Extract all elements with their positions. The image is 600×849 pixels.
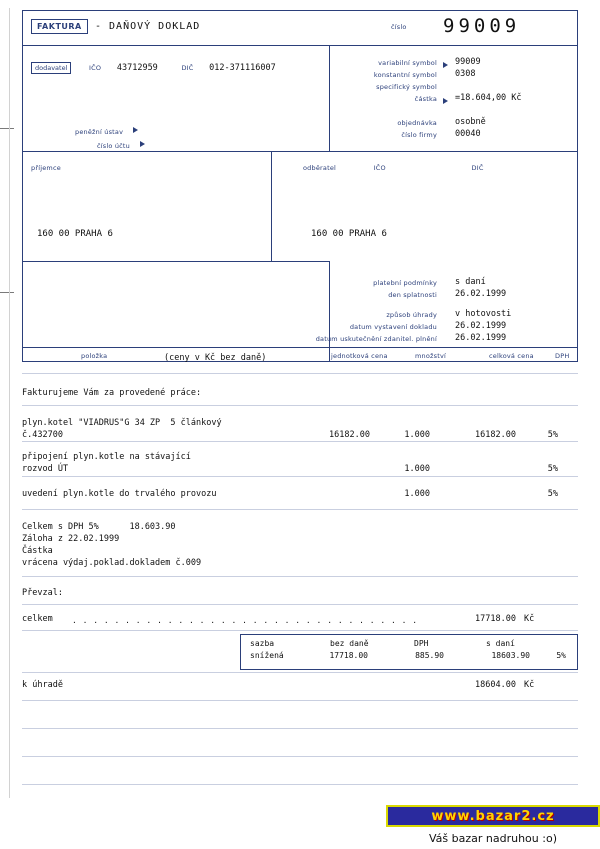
received-label: Převzal: — [22, 588, 63, 598]
customer-label: odběratel — [303, 164, 337, 172]
item-2-quantity: 1.000 — [404, 464, 430, 474]
summary-line-4: vrácena výdaj.poklad.dokladem č.009 — [22, 558, 202, 568]
vat-row-rate-name: snížená — [250, 651, 284, 660]
paper-rule-2 — [22, 405, 578, 406]
amount-arrow-icon — [443, 98, 448, 104]
item-3-quantity: 1.000 — [404, 489, 430, 499]
receiver-address: 160 00 PRAHA 6 — [37, 229, 113, 239]
summary-line-3: Částka — [22, 546, 53, 556]
paper-rule-8 — [22, 630, 578, 631]
vat-row-with-tax: 18603.90 — [491, 651, 530, 660]
price-note: (ceny v Kč bez daně) — [164, 353, 267, 363]
constant-symbol-value: 0308 — [455, 69, 476, 79]
account-arrow-icon — [140, 141, 145, 147]
invoice-form-block — [22, 10, 578, 362]
item-2-vat: 5% — [547, 464, 558, 474]
vat-row-base: 17718.00 — [329, 651, 368, 660]
table-header-top-divider — [23, 347, 577, 348]
payment-method-value: v hotovosti — [455, 309, 512, 319]
vat-header-bez-dane: bez daně — [330, 639, 369, 648]
vat-row-rate: 5% — [556, 651, 566, 660]
final-currency: Kč — [524, 680, 535, 690]
taxable-date-value: 26.02.1999 — [455, 333, 507, 343]
supplier-dic-value: 012-371116007 — [209, 63, 276, 73]
due-date-label: den splatnosti — [388, 291, 437, 299]
account-label: číslo účtu — [97, 142, 130, 150]
item-1-quantity: 1.000 — [404, 430, 430, 440]
header-divider — [23, 45, 577, 46]
summary-line-1: Celkem s DPH 5% 18.603.90 — [22, 522, 176, 532]
bank-arrow-icon — [133, 127, 138, 133]
issue-date-value: 26.02.1999 — [455, 321, 507, 331]
issue-date-label: datum vystavení dokladu — [349, 323, 437, 331]
item-1-desc1: plyn.kotel "VIADRUS"G 34 ZP 5 článkový — [22, 418, 222, 428]
paper-rule-13 — [22, 784, 578, 785]
document-subtitle: - DAŇOVÝ DOKLAD — [95, 21, 201, 32]
customer-label-row — [303, 155, 484, 174]
intro-text: Fakturujeme Vám za provedené práce: — [22, 388, 202, 398]
receiver-divider — [23, 151, 577, 152]
supplier-ico-value: 43712959 — [116, 63, 158, 73]
document-title: FAKTURA — [31, 19, 88, 34]
supplier-ico-label: IČO — [89, 64, 102, 72]
specific-symbol-label: specifický symbol — [376, 83, 437, 91]
vat-header-s-dani: s daní — [486, 639, 515, 648]
total-currency: Kč — [524, 614, 535, 624]
taxable-date-label: datum uskutečnění zdanitel. plnění — [315, 335, 437, 343]
customer-right-separator — [329, 261, 330, 361]
final-value: 18604.00 — [475, 680, 516, 690]
order-value: osobně — [455, 117, 486, 127]
customer-ico-label: IČO — [373, 164, 386, 172]
account-row — [97, 133, 145, 152]
amount-label: částka — [414, 95, 437, 103]
item-3-vat: 5% — [547, 489, 558, 499]
customer-address: 160 00 PRAHA 6 — [311, 229, 387, 239]
firm-number-label: číslo firmy — [401, 131, 437, 139]
payment-terms-label: platební podmínky — [373, 279, 437, 287]
banner-url-box[interactable] — [386, 805, 600, 827]
order-label: objednávka — [397, 119, 437, 127]
item-1-unit-price: 16182.00 — [329, 430, 370, 440]
col-total-label: celková cena — [489, 352, 534, 360]
amount-value: =18.604,00 Kč — [455, 93, 522, 103]
paper-edge-line — [9, 8, 10, 798]
item-1-total: 16182.00 — [475, 430, 516, 440]
invoice-number-label: číslo — [391, 23, 407, 31]
total-label: celkem — [22, 614, 53, 624]
supplier-dic-label: DIČ — [181, 64, 194, 72]
supplier-label: dodavatel — [31, 62, 71, 74]
symbols-separator — [329, 45, 330, 151]
bank-label: peněžní ústav — [75, 128, 124, 136]
banner-url-text: www.bazar2.cz — [431, 808, 555, 824]
paper-rule-7 — [22, 604, 578, 605]
vat-header-dph: DPH — [414, 639, 429, 648]
item-2-desc1: připojení plyn.kotle na stávající — [22, 452, 191, 462]
payment-method-label: způsob úhrady — [386, 311, 437, 319]
receiver-label-row — [31, 155, 61, 174]
paper-rule-1 — [22, 373, 578, 374]
item-1-vat: 5% — [547, 430, 558, 440]
item-1-desc2: č.432700 — [22, 430, 63, 440]
total-value: 17718.00 — [475, 614, 516, 624]
total-dots: . . . . . . . . . . . . . . . . . . . . . . . . . . . . . . . . . — [72, 616, 418, 625]
paper-rule-3 — [22, 441, 578, 442]
final-label: k úhradě — [22, 680, 63, 690]
receiver-customer-separator — [271, 151, 272, 261]
paper-rule-5 — [22, 509, 578, 510]
summary-line-2: Záloha z 22.02.1999 — [22, 534, 120, 544]
vat-row-tax: 885.90 — [415, 651, 444, 660]
paper-rule-6 — [22, 576, 578, 577]
receiver-box-bottom — [23, 261, 329, 262]
firm-number-value: 00040 — [455, 129, 481, 139]
item-3-desc1: uvedení plyn.kotle do trvalého provozu — [22, 489, 217, 499]
paper-rule-4 — [22, 476, 578, 477]
paper-edge-mark-top — [0, 128, 14, 129]
watermark-banner[interactable] — [386, 805, 600, 849]
customer-dic-label: DIČ — [471, 164, 484, 172]
variable-symbol-arrow-icon — [443, 62, 448, 68]
variable-symbol-label: variabilní symbol — [378, 59, 437, 67]
payment-terms-value: s daní — [455, 277, 486, 287]
invoice-number-value: 99009 — [443, 15, 521, 37]
paper-rule-10 — [22, 700, 578, 701]
col-unit-price-label: jednotková cena — [331, 352, 388, 360]
vat-header-sazba: sazba — [250, 639, 275, 648]
col-item-label: položka — [81, 352, 108, 360]
receiver-label: příjemce — [31, 164, 61, 172]
paper-edge-mark-mid — [0, 292, 14, 293]
constant-symbol-label: konstantní symbol — [373, 71, 437, 79]
col-vat-label: DPH — [555, 352, 570, 360]
paper-rule-12 — [22, 756, 578, 757]
banner-tagline-box — [386, 827, 600, 849]
banner-tagline-text: Váš bazar nadruhou :o) — [429, 831, 557, 845]
variable-symbol-value: 99009 — [455, 57, 481, 67]
col-quantity-label: množství — [415, 352, 447, 360]
paper-rule-11 — [22, 728, 578, 729]
item-2-desc2: rozvod ÚT — [22, 464, 69, 474]
paper-rule-9 — [22, 672, 578, 673]
due-date-value: 26.02.1999 — [455, 289, 507, 299]
